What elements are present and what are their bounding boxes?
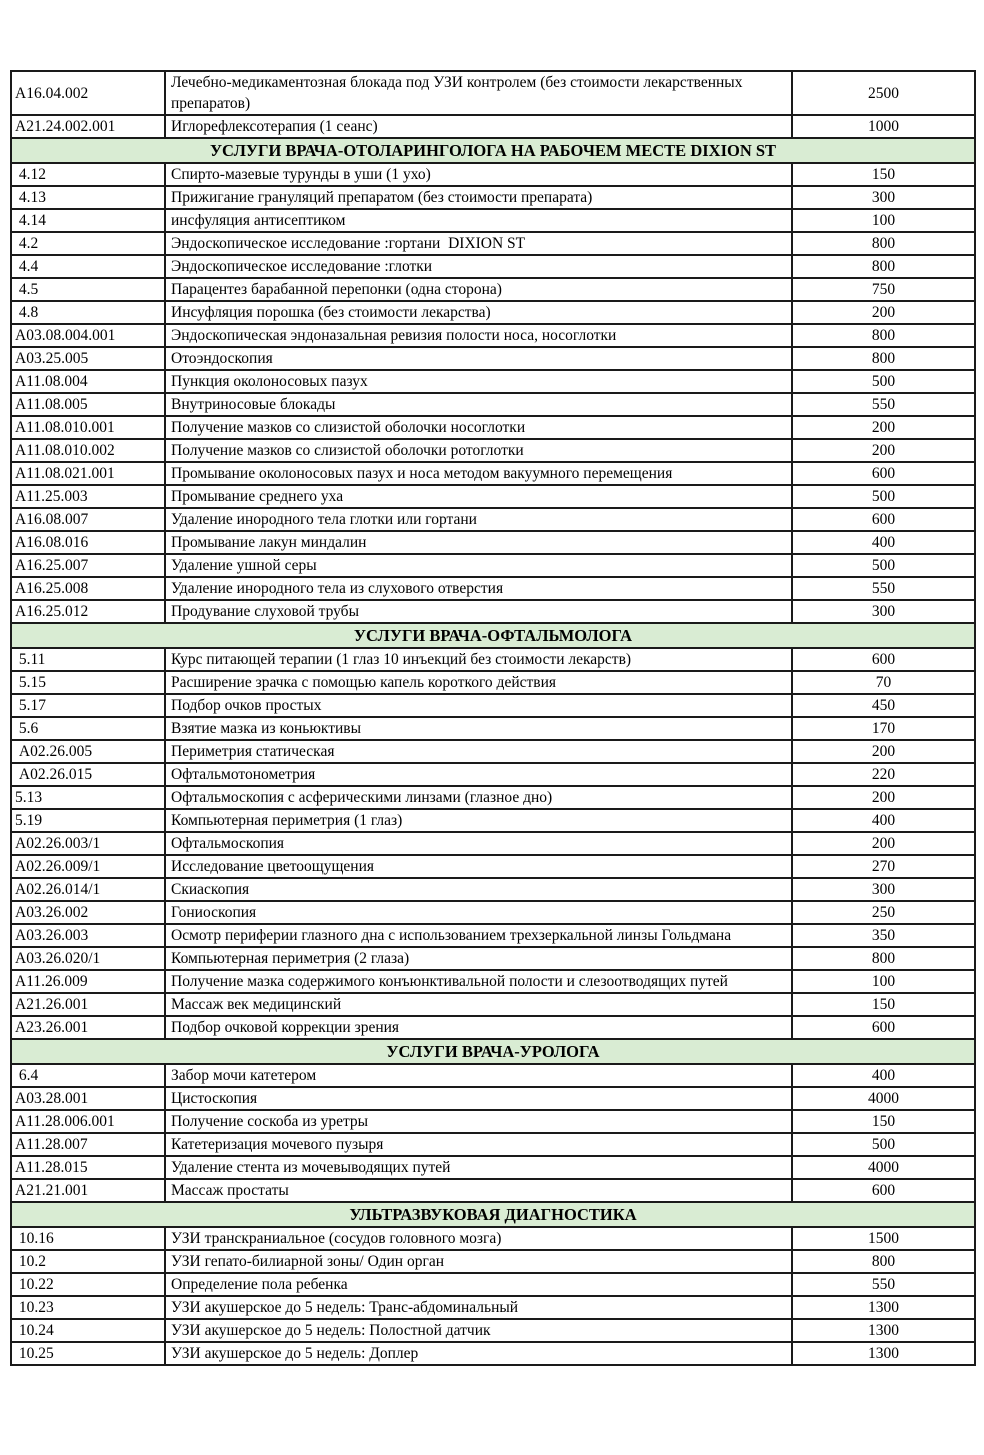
code-cell: А11.08.004 bbox=[11, 370, 165, 393]
table-row bbox=[11, 600, 975, 623]
section-header-row bbox=[11, 1039, 975, 1064]
code-cell: 5.17 bbox=[11, 694, 165, 717]
table-row bbox=[11, 1273, 975, 1296]
price-cell: 150 bbox=[792, 993, 975, 1016]
table-row bbox=[11, 163, 975, 186]
code-cell: 5.15 bbox=[11, 671, 165, 694]
code-cell: 4.4 bbox=[11, 255, 165, 278]
price-cell: 170 bbox=[792, 717, 975, 740]
code-cell: 4.14 bbox=[11, 209, 165, 232]
service-name-cell: УЗИ акушерское до 5 недель: Доплер bbox=[165, 1342, 792, 1365]
table-row bbox=[11, 508, 975, 531]
section-header-row bbox=[11, 1202, 975, 1227]
price-cell: 800 bbox=[792, 232, 975, 255]
price-cell: 600 bbox=[792, 1179, 975, 1202]
service-name-cell: Катетеризация мочевого пузыря bbox=[165, 1133, 792, 1156]
price-cell: 500 bbox=[792, 1133, 975, 1156]
price-cell: 550 bbox=[792, 1273, 975, 1296]
price-cell: 200 bbox=[792, 439, 975, 462]
code-cell: А03.26.003 bbox=[11, 924, 165, 947]
code-cell: А11.08.005 bbox=[11, 393, 165, 416]
price-cell: 200 bbox=[792, 416, 975, 439]
table-row bbox=[11, 1087, 975, 1110]
code-cell: 10.25 bbox=[11, 1342, 165, 1365]
code-cell: А02.26.005 bbox=[11, 740, 165, 763]
service-name-cell: Исследование цветоощущения bbox=[165, 855, 792, 878]
code-cell: 10.24 bbox=[11, 1319, 165, 1342]
price-cell: 150 bbox=[792, 163, 975, 186]
table-row bbox=[11, 717, 975, 740]
section-title: УЛЬТРАЗВУКОВАЯ ДИАГНОСТИКА bbox=[11, 1202, 975, 1227]
table-row bbox=[11, 1110, 975, 1133]
service-name-cell: Периметрия статическая bbox=[165, 740, 792, 763]
table-row bbox=[11, 278, 975, 301]
code-cell: А16.25.008 bbox=[11, 577, 165, 600]
table-row bbox=[11, 901, 975, 924]
service-name-cell: УЗИ гепато-билиарной зоны/ Один орган bbox=[165, 1250, 792, 1273]
price-cell: 4000 bbox=[792, 1087, 975, 1110]
service-name-cell: УЗИ акушерское до 5 недель: Полостной датчик bbox=[165, 1319, 792, 1342]
code-cell: 4.8 bbox=[11, 301, 165, 324]
service-name-cell: Удаление инородного тела глотки или гортани bbox=[165, 508, 792, 531]
code-cell: 5.6 bbox=[11, 717, 165, 740]
table-row bbox=[11, 1179, 975, 1202]
code-cell: А11.08.010.001 bbox=[11, 416, 165, 439]
service-name-cell: Эндоскопическое исследование :гортани DIXION ST bbox=[165, 232, 792, 255]
code-cell: А11.08.021.001 bbox=[11, 462, 165, 485]
table-row bbox=[11, 740, 975, 763]
service-name-cell: Курс питающей терапии (1 глаз 10 инъекций без стоимости лекарств) bbox=[165, 648, 792, 671]
code-cell: А11.28.007 bbox=[11, 1133, 165, 1156]
table-row bbox=[11, 71, 975, 115]
table-row bbox=[11, 648, 975, 671]
table-row bbox=[11, 462, 975, 485]
service-name-cell: Лечебно-медикаментозная блокада под УЗИ контролем (без стоимости лекарственных препаратов) bbox=[165, 71, 792, 115]
price-cell: 800 bbox=[792, 255, 975, 278]
code-cell: А16.04.002 bbox=[11, 71, 165, 115]
price-cell: 600 bbox=[792, 462, 975, 485]
price-cell: 70 bbox=[792, 671, 975, 694]
code-cell: 10.23 bbox=[11, 1296, 165, 1319]
table-row bbox=[11, 763, 975, 786]
service-name-cell: Компьютерная периметрия (1 глаз) bbox=[165, 809, 792, 832]
price-cell: 1300 bbox=[792, 1319, 975, 1342]
code-cell: А02.26.015 bbox=[11, 763, 165, 786]
table-row bbox=[11, 786, 975, 809]
code-cell: А16.25.012 bbox=[11, 600, 165, 623]
table-row bbox=[11, 671, 975, 694]
price-cell: 400 bbox=[792, 531, 975, 554]
table-row bbox=[11, 301, 975, 324]
table-row bbox=[11, 416, 975, 439]
service-name-cell: Промывание среднего уха bbox=[165, 485, 792, 508]
price-cell: 1000 bbox=[792, 115, 975, 138]
table-row bbox=[11, 531, 975, 554]
table-row bbox=[11, 1250, 975, 1273]
service-name-cell: Продувание слуховой трубы bbox=[165, 600, 792, 623]
service-name-cell: Иглорефлексотерапия (1 сеанс) bbox=[165, 115, 792, 138]
service-name-cell: Подбор очковой коррекции зрения bbox=[165, 1016, 792, 1039]
table-row bbox=[11, 577, 975, 600]
price-cell: 1500 bbox=[792, 1227, 975, 1250]
price-cell: 600 bbox=[792, 648, 975, 671]
table-row bbox=[11, 209, 975, 232]
service-name-cell: Инсуфляция порошка (без стоимости лекарства) bbox=[165, 301, 792, 324]
service-name-cell: Пункция околоносовых пазух bbox=[165, 370, 792, 393]
service-name-cell: Промывание околоносовых пазух и носа методом вакуумного перемещения bbox=[165, 462, 792, 485]
service-name-cell: Парацентез барабанной перепонки (одна сторона) bbox=[165, 278, 792, 301]
price-cell: 800 bbox=[792, 1250, 975, 1273]
code-cell: 10.2 bbox=[11, 1250, 165, 1273]
table-row bbox=[11, 1016, 975, 1039]
price-cell: 100 bbox=[792, 970, 975, 993]
service-name-cell: Компьютерная периметрия (2 глаза) bbox=[165, 947, 792, 970]
table-row bbox=[11, 347, 975, 370]
service-name-cell: Эндоскопическая эндоназальная ревизия полости носа, носоглотки bbox=[165, 324, 792, 347]
code-cell: А16.08.007 bbox=[11, 508, 165, 531]
service-name-cell: Спирто-мазевые турунды в уши (1 ухо) bbox=[165, 163, 792, 186]
price-cell: 500 bbox=[792, 554, 975, 577]
section-title: УСЛУГИ ВРАЧА-ОТОЛАРИНГОЛОГА НА РАБОЧЕМ МЕСТЕ DIXION ST bbox=[11, 138, 975, 163]
code-cell: 4.12 bbox=[11, 163, 165, 186]
price-cell: 220 bbox=[792, 763, 975, 786]
price-cell: 300 bbox=[792, 600, 975, 623]
price-cell: 500 bbox=[792, 485, 975, 508]
table-row bbox=[11, 947, 975, 970]
service-name-cell: Удаление стента из мочевыводящих путей bbox=[165, 1156, 792, 1179]
code-cell: А16.25.007 bbox=[11, 554, 165, 577]
price-cell: 270 bbox=[792, 855, 975, 878]
section-header-row bbox=[11, 623, 975, 648]
service-name-cell: Получение мазка содержимого конъюнктивальной полости и слезоотводящих путей bbox=[165, 970, 792, 993]
service-name-cell: инсфуляция антисептиком bbox=[165, 209, 792, 232]
code-cell: А11.28.015 bbox=[11, 1156, 165, 1179]
service-name-cell: Подбор очков простых bbox=[165, 694, 792, 717]
price-cell: 200 bbox=[792, 786, 975, 809]
service-name-cell: Получение мазков со слизистой оболочки носоглотки bbox=[165, 416, 792, 439]
price-cell: 150 bbox=[792, 1110, 975, 1133]
service-name-cell: Эндоскопическое исследование :глотки bbox=[165, 255, 792, 278]
price-cell: 350 bbox=[792, 924, 975, 947]
code-cell: 5.13 bbox=[11, 786, 165, 809]
code-cell: 4.5 bbox=[11, 278, 165, 301]
table-row bbox=[11, 370, 975, 393]
price-cell: 400 bbox=[792, 809, 975, 832]
price-cell: 800 bbox=[792, 947, 975, 970]
table-row bbox=[11, 324, 975, 347]
price-cell: 4000 bbox=[792, 1156, 975, 1179]
service-name-cell: Цистоскопия bbox=[165, 1087, 792, 1110]
price-cell: 750 bbox=[792, 278, 975, 301]
service-name-cell: Забор мочи катетером bbox=[165, 1064, 792, 1087]
price-cell: 300 bbox=[792, 878, 975, 901]
table-row bbox=[11, 970, 975, 993]
table-row bbox=[11, 809, 975, 832]
table-row bbox=[11, 393, 975, 416]
table-row bbox=[11, 554, 975, 577]
price-cell: 550 bbox=[792, 577, 975, 600]
table-row bbox=[11, 832, 975, 855]
price-cell: 400 bbox=[792, 1064, 975, 1087]
code-cell: А11.25.003 bbox=[11, 485, 165, 508]
price-cell: 450 bbox=[792, 694, 975, 717]
code-cell: А03.26.002 bbox=[11, 901, 165, 924]
code-cell: А02.26.003/1 bbox=[11, 832, 165, 855]
code-cell: А11.26.009 bbox=[11, 970, 165, 993]
service-name-cell: Получение мазков со слизистой оболочки ротоглотки bbox=[165, 439, 792, 462]
table-row bbox=[11, 1156, 975, 1179]
price-cell: 200 bbox=[792, 301, 975, 324]
section-header-row bbox=[11, 138, 975, 163]
code-cell: А03.25.005 bbox=[11, 347, 165, 370]
service-name-cell: Осмотр периферии глазного дна с использованием трехзеркальной линзы Гольдмана bbox=[165, 924, 792, 947]
code-cell: А02.26.009/1 bbox=[11, 855, 165, 878]
service-name-cell: Удаление инородного тела из слухового отверстия bbox=[165, 577, 792, 600]
service-name-cell: Офтальмоскопия с асферическими линзами (глазное дно) bbox=[165, 786, 792, 809]
price-cell: 300 bbox=[792, 186, 975, 209]
table-row bbox=[11, 1319, 975, 1342]
code-cell: А21.24.002.001 bbox=[11, 115, 165, 138]
service-name-cell: Получение соскоба из уретры bbox=[165, 1110, 792, 1133]
table-row bbox=[11, 1227, 975, 1250]
service-name-cell: Массаж век медицинский bbox=[165, 993, 792, 1016]
code-cell: А16.08.016 bbox=[11, 531, 165, 554]
price-cell: 600 bbox=[792, 508, 975, 531]
price-cell: 2500 bbox=[792, 71, 975, 115]
price-cell: 250 bbox=[792, 901, 975, 924]
code-cell: А11.28.006.001 bbox=[11, 1110, 165, 1133]
price-cell: 200 bbox=[792, 740, 975, 763]
service-name-cell: УЗИ транскраниальное (сосудов головного мозга) bbox=[165, 1227, 792, 1250]
table-row bbox=[11, 485, 975, 508]
code-cell: 4.13 bbox=[11, 186, 165, 209]
code-cell: 10.16 bbox=[11, 1227, 165, 1250]
table-row bbox=[11, 694, 975, 717]
code-cell: А11.08.010.002 bbox=[11, 439, 165, 462]
code-cell: 10.22 bbox=[11, 1273, 165, 1296]
table-row bbox=[11, 1064, 975, 1087]
table-row bbox=[11, 924, 975, 947]
table-row bbox=[11, 186, 975, 209]
price-cell: 800 bbox=[792, 347, 975, 370]
price-cell: 100 bbox=[792, 209, 975, 232]
price-cell: 1300 bbox=[792, 1296, 975, 1319]
price-table bbox=[10, 70, 976, 1366]
table-row bbox=[11, 1296, 975, 1319]
table-row bbox=[11, 855, 975, 878]
service-name-cell: Офтальмоскопия bbox=[165, 832, 792, 855]
code-cell: А23.26.001 bbox=[11, 1016, 165, 1039]
table-row bbox=[11, 878, 975, 901]
price-cell: 200 bbox=[792, 832, 975, 855]
price-table-body bbox=[11, 71, 975, 1365]
table-row bbox=[11, 1133, 975, 1156]
code-cell: А21.26.001 bbox=[11, 993, 165, 1016]
service-name-cell: Отоэндоскопия bbox=[165, 347, 792, 370]
price-cell: 800 bbox=[792, 324, 975, 347]
code-cell: А21.21.001 bbox=[11, 1179, 165, 1202]
service-name-cell: УЗИ акушерское до 5 недель: Транс-абдоминальный bbox=[165, 1296, 792, 1319]
price-cell: 600 bbox=[792, 1016, 975, 1039]
price-cell: 550 bbox=[792, 393, 975, 416]
service-name-cell: Прижигание грануляций препаратом (без стоимости препарата) bbox=[165, 186, 792, 209]
table-row bbox=[11, 255, 975, 278]
price-cell: 1300 bbox=[792, 1342, 975, 1365]
code-cell: А02.26.014/1 bbox=[11, 878, 165, 901]
service-name-cell: Промывание лакун миндалин bbox=[165, 531, 792, 554]
service-name-cell: Взятие мазка из коньюктивы bbox=[165, 717, 792, 740]
price-cell: 500 bbox=[792, 370, 975, 393]
price-list-document bbox=[10, 70, 976, 1366]
service-name-cell: Определение пола ребенка bbox=[165, 1273, 792, 1296]
table-row bbox=[11, 232, 975, 255]
section-title: УСЛУГИ ВРАЧА-ОФТАЛЬМОЛОГА bbox=[11, 623, 975, 648]
code-cell: 5.11 bbox=[11, 648, 165, 671]
code-cell: А03.28.001 bbox=[11, 1087, 165, 1110]
service-name-cell: Массаж простаты bbox=[165, 1179, 792, 1202]
table-row bbox=[11, 439, 975, 462]
service-name-cell: Гониоскопия bbox=[165, 901, 792, 924]
service-name-cell: Скиаскопия bbox=[165, 878, 792, 901]
code-cell: А03.26.020/1 bbox=[11, 947, 165, 970]
service-name-cell: Внутриносовые блокады bbox=[165, 393, 792, 416]
table-row bbox=[11, 1342, 975, 1365]
table-row bbox=[11, 115, 975, 138]
service-name-cell: Удаление ушной серы bbox=[165, 554, 792, 577]
service-name-cell: Расширение зрачка с помощью капель короткого действия bbox=[165, 671, 792, 694]
table-row bbox=[11, 993, 975, 1016]
code-cell: А03.08.004.001 bbox=[11, 324, 165, 347]
code-cell: 5.19 bbox=[11, 809, 165, 832]
section-title: УСЛУГИ ВРАЧА-УРОЛОГА bbox=[11, 1039, 975, 1064]
code-cell: 6.4 bbox=[11, 1064, 165, 1087]
service-name-cell: Офтальмотонометрия bbox=[165, 763, 792, 786]
code-cell: 4.2 bbox=[11, 232, 165, 255]
